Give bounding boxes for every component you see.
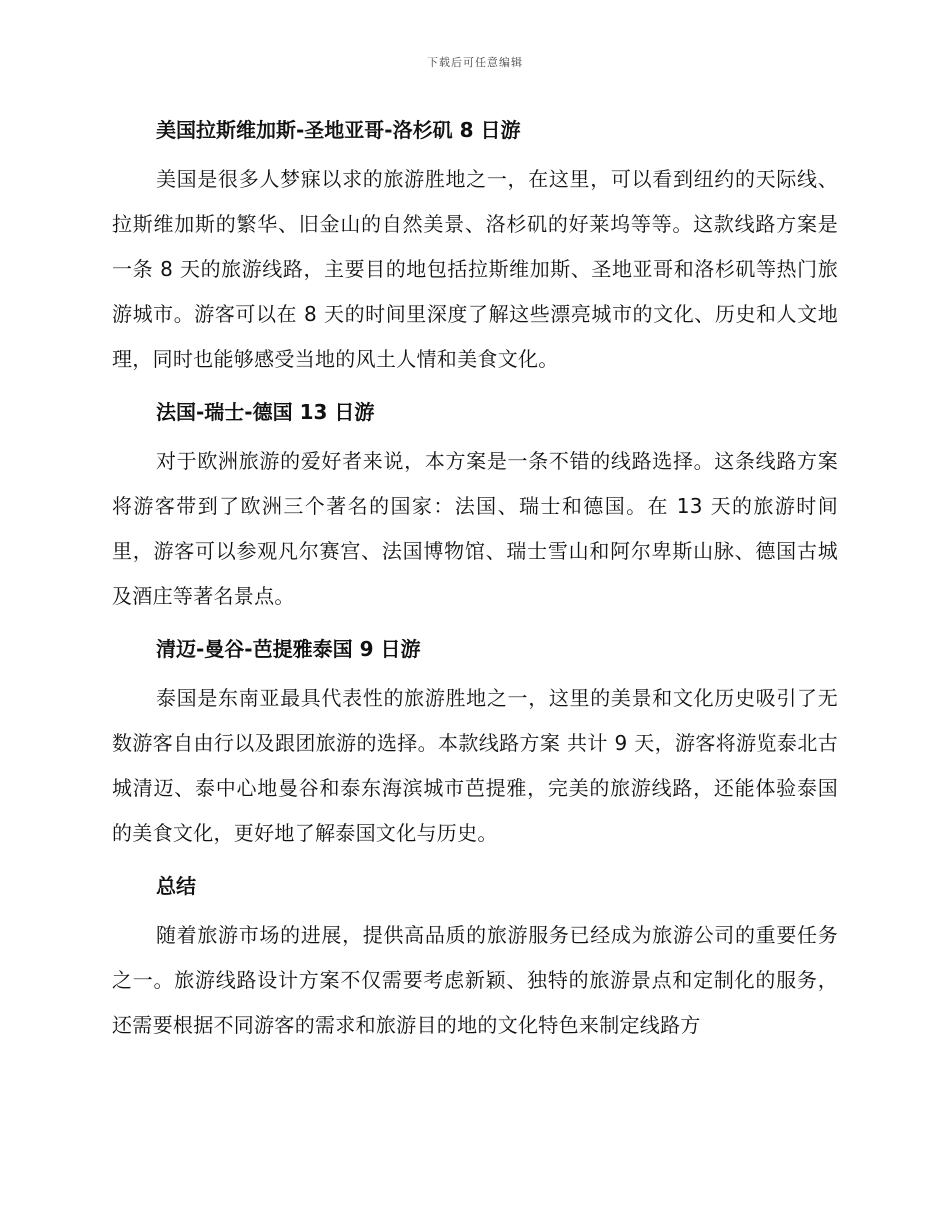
section-paragraph-usa: 美国是很多人梦寐以求的旅游胜地之一，在这里，可以看到纽约的天际线、拉斯维加斯的繁华、旧金山的自然美景、洛杉矶的好莱坞等等。这款线路方案是一条 8 天的旅游线路，主要目的地包括拉斯维加斯、圣地亚哥和洛杉矶等热门旅游城市。游客可以在 8 天的时间里深度了解这些漂亮城市的文化、历史和人文地理，同时也能够感受当地的风土人情和美食文化。 <box>112 167 838 371</box>
document-body <box>112 111 838 1048</box>
section-title-usa: 美国拉斯维加斯-圣地亚哥-洛杉矶 8 日游 <box>156 118 521 142</box>
header-note: 下载后可任意编辑 <box>427 56 523 69</box>
section-paragraph-summary: 随着旅游市场的进展，提供高品质的旅游服务已经成为旅游公司的重要任务之一。旅游线路设计方案不仅需要考虑新颖、独特的旅游景点和定制化的服务，还需要根据不同游客的需求和旅游目的地的文化特色来制定线路方 <box>112 923 838 1037</box>
section-paragraph-europe: 对于欧洲旅游的爱好者来说，本方案是一条不错的线路选择。这条线路方案将游客带到了欧洲三个著名的国家：法国、瑞士和德国。在 13 天的旅游时间里，游客可以参观凡尔赛宫、法国博物馆、瑞士雪山和阿尔卑斯山脉、德国古城及酒庄等著名景点。 <box>112 449 838 608</box>
section-title-summary: 总结 <box>156 874 196 898</box>
section-title-europe: 法国-瑞士-德国 13 日游 <box>156 400 375 424</box>
section-title-thailand: 清迈-曼谷-芭提雅泰国 9 日游 <box>156 637 421 661</box>
section-paragraph-thailand: 泰国是东南亚最具代表性的旅游胜地之一，这里的美景和文化历史吸引了无数游客自由行以及跟团旅游的选择。本款线路方案 共计 9 天，游客将游览泰北古城清迈、泰中心地曼谷和泰东海滨城市芭提雅，完美的旅游线路，还能体验泰国的美食文化，更好地了解泰国文化与历史。 <box>112 686 838 845</box>
